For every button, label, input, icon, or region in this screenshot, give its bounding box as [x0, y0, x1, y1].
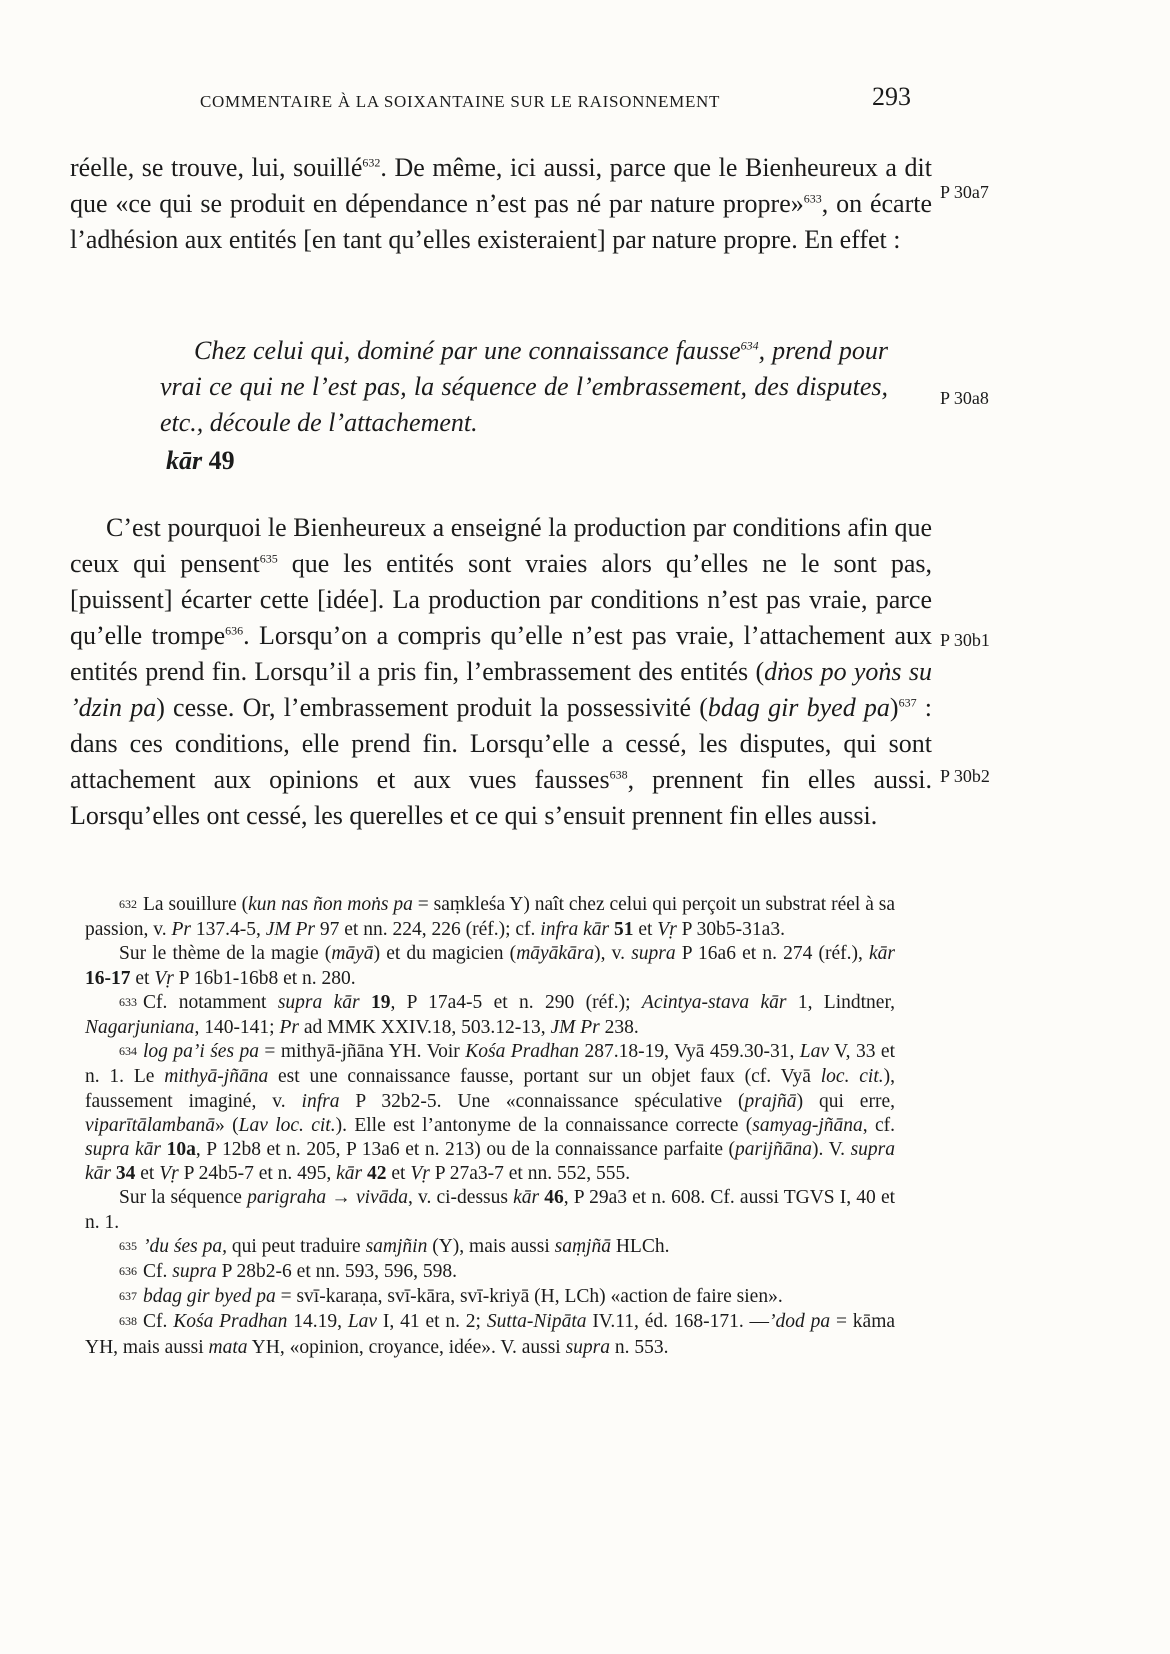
footnote-637: 637 bdag gir byed pa = svī-karaṇa, svī-kāra, svī-kriyā (H, LCh) «action de faire sien». [119, 1286, 783, 1308]
footnote-632-continued: Sur le thème de la magie (māyā) et du magicien (māyākāra), v. supra P 16a6 et n. 274 (réf.), kār 16-17 et Vṛ P 16b1-16b8 et n. 280. [85, 943, 896, 989]
footnote-ref[interactable]: 638 [609, 767, 628, 782]
footnote-ref[interactable]: 635 [259, 551, 278, 566]
running-title: COMMENTAIRE À LA SOIXANTAINE SUR LE RAISONNEMENT [200, 92, 721, 111]
footnote-ref[interactable]: 634 [740, 338, 759, 353]
footnote-632: 632 La souillure (kun nas ñon moṅs pa = saṃkleśa Y) naît chez celui qui perçoit un substrat réel à sa passion, v. Pr 137.4-5, JM Pr 97 et nn. 224, 226 (réf.); cf. infra kār 51 et Vṛ P 30b5-31a3. [85, 894, 895, 941]
footnote-ref[interactable]: 637 [898, 695, 917, 710]
footnote-635: 635 ’du śes pa, qui peut traduire samjñin (Y), mais aussi saṃjñā HLCh. [119, 1235, 670, 1257]
footnote-633: 633 Cf. notamment supra kār 19, P 17a4-5 et n. 290 (réf.); Acintya-stava kār 1, Lindtner, Nagarjuniana, 140-141; Pr ad MMK XXIV.18, 503.12-13, JM Pr 238. [85, 991, 896, 1039]
margin-ref: P 30a8 [940, 388, 989, 408]
margin-ref: P 30a7 [940, 182, 989, 202]
page-number: 293 [872, 82, 911, 111]
verse-karika: Chez celui qui, dominé par une connaissance fausse$^{634}$, prend pour vrai ce qui ne l’est pas, la séquence de l’embrassement, des disputes, etc., découle de l’attachement. [160, 336, 889, 437]
paragraph-1: réelle, se trouve, lui, souillé$^{632}$. De même, ici aussi, parce que le Bienheureux a dit que «ce qui se produit en dépendance n’est pas né par nature propre»$^{633}$, on écarte l’adhésion aux entités [en tant qu’elles existeraient] par nature propre. En effet : [70, 153, 932, 254]
footnote-634: 634 log pa’i śes pa = mithyā-jñāna YH. Voir Kośa Pradhan 287.18-19, Vyā 459.30-31, Lav V, 33 et n. 1. Le mithyā-jñāna est une connaissance fausse, portant sur un objet faux (cf. Vyā loc. cit.), faussement imaginé, v. infra P 32b2-5. Une «connaissance spéculative (prajñā) qui erre, viparītālambanā» (Lav loc. cit.). Elle est l’antonyme de la connaissance correcte (samyag-jñāna, cf. supra kār 10a, P 12b8 et n. 205, P 13a6 et n. 213) ou de la connaissance parfaite (parijñāna). V. supra kār 34 et Vṛ P 24b5-7 et n. 495, kār 42 et Vṛ P 27a3-7 et nn. 552, 555. [85, 1041, 896, 1185]
footnote-634-continued: Sur la séquence parigraha → vivāda, v. ci-dessus kār 46, P 29a3 et n. 608. Cf. aussi TGVS I, 40 et n. 1. [85, 1187, 896, 1233]
footnote-ref[interactable]: 632 [362, 155, 381, 170]
footnote-ref[interactable]: 633 [803, 191, 822, 206]
paragraph-2: C’est pourquoi le Bienheureux a enseigné la production par conditions afin que ceux qui pensent$^{635}$ que les entités sont vraies alors qu’elles ne le sont pas, [puissent] écarter cette [idée]. La production par conditions n’est pas vraie, parce qu’elle trompe$^{636}$. Lorsqu’on a compris qu’elle n’est pas vraie, l’attachement aux entités prend fin. Lorsqu’il a pris fin, l’embrassement des entités (dṅos po yoṅs su ’dzin pa) cesse. Or, l’embrassement produit la possessivité (bdag gir byed pa)$^{637}$ : dans ces conditions, elle prend fin. Lorsqu’elle a cessé, les disputes, qui sont attachement aux opinions et aux vues fausses$^{638}$, prennent fin elles aussi. Lorsqu’elles ont cessé, les querelles et ce qui s’ensuit prennent fin elles aussi. [70, 513, 933, 830]
margin-ref: P 30b2 [940, 766, 990, 786]
footnote-636: 636 Cf. supra P 28b2-6 et nn. 593, 596, 598. [119, 1261, 458, 1283]
footnote-638: 638 Cf. Kośa Pradhan 14.19, Lav I, 41 et n. 2; Sutta-Nipāta IV.11, éd. 168-171. —’dod pa = kāma YH, mais aussi mata YH, «opinion, croyance, idée». V. aussi supra n. 553. [85, 1311, 896, 1358]
footnote-ref[interactable]: 636 [225, 623, 244, 638]
footnotes [85, 893, 895, 1360]
margin-ref: P 30b1 [940, 630, 990, 650]
karika-label: kār 49 [166, 446, 235, 475]
